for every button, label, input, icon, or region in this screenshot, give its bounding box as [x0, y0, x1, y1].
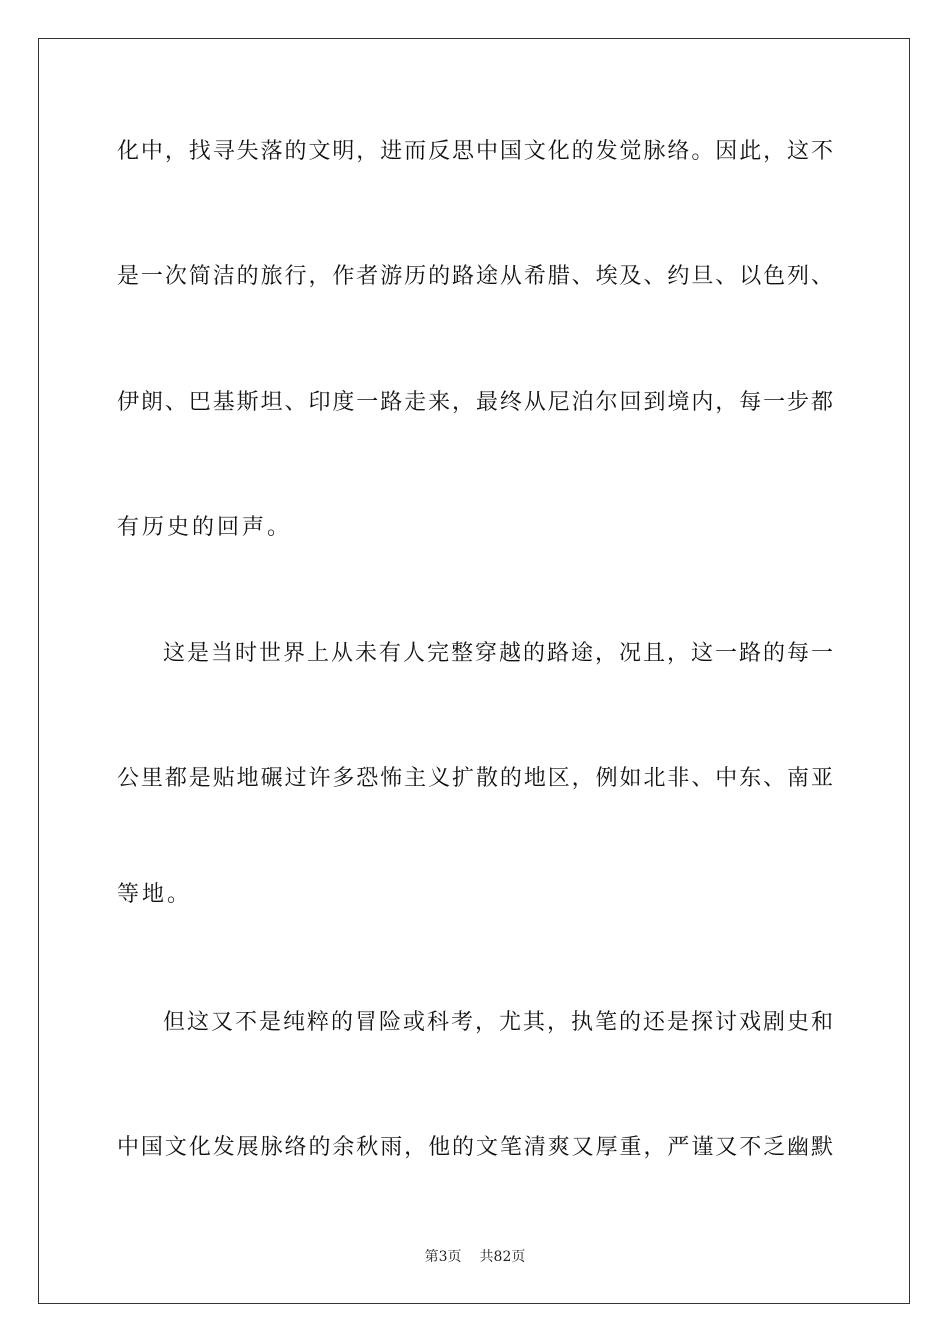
text-line-2: 是一次简洁的旅行，作者游历的路途从希腊、埃及、约旦、以色列、 — [117, 264, 833, 289]
text-line-5: 这是当时世界上从未有人完整穿越的路途，况且，这一路的每一 — [163, 641, 833, 666]
text-line-6: 公里都是贴地碾过许多恐怖主义扩散的地区，例如北非、中东、南亚 — [117, 766, 833, 791]
text-line-1: 化中，找寻失落的文明，进而反思中国文化的发觉脉络。因此，这不 — [117, 139, 833, 164]
text-line-4: 有历史的回声。 — [117, 515, 293, 540]
page-border — [38, 38, 910, 1304]
page-number: 第3页 — [424, 1249, 462, 1265]
total-pages: 共82页 — [479, 1249, 526, 1265]
text-line-3: 伊朗、巴基斯坦、印度一路走来，最终从尼泊尔回到境内，每一步都 — [117, 390, 833, 415]
text-line-9: 中国文化发展脉络的余秋雨，他的文笔清爽又厚重，严谨又不乏幽默 — [117, 1135, 833, 1160]
text-line-7: 等地。 — [117, 882, 193, 907]
page-footer — [0, 1248, 950, 1266]
text-line-8: 但这又不是纯粹的冒险或科考，尤其，执笔的还是探讨戏剧史和 — [163, 1010, 833, 1035]
